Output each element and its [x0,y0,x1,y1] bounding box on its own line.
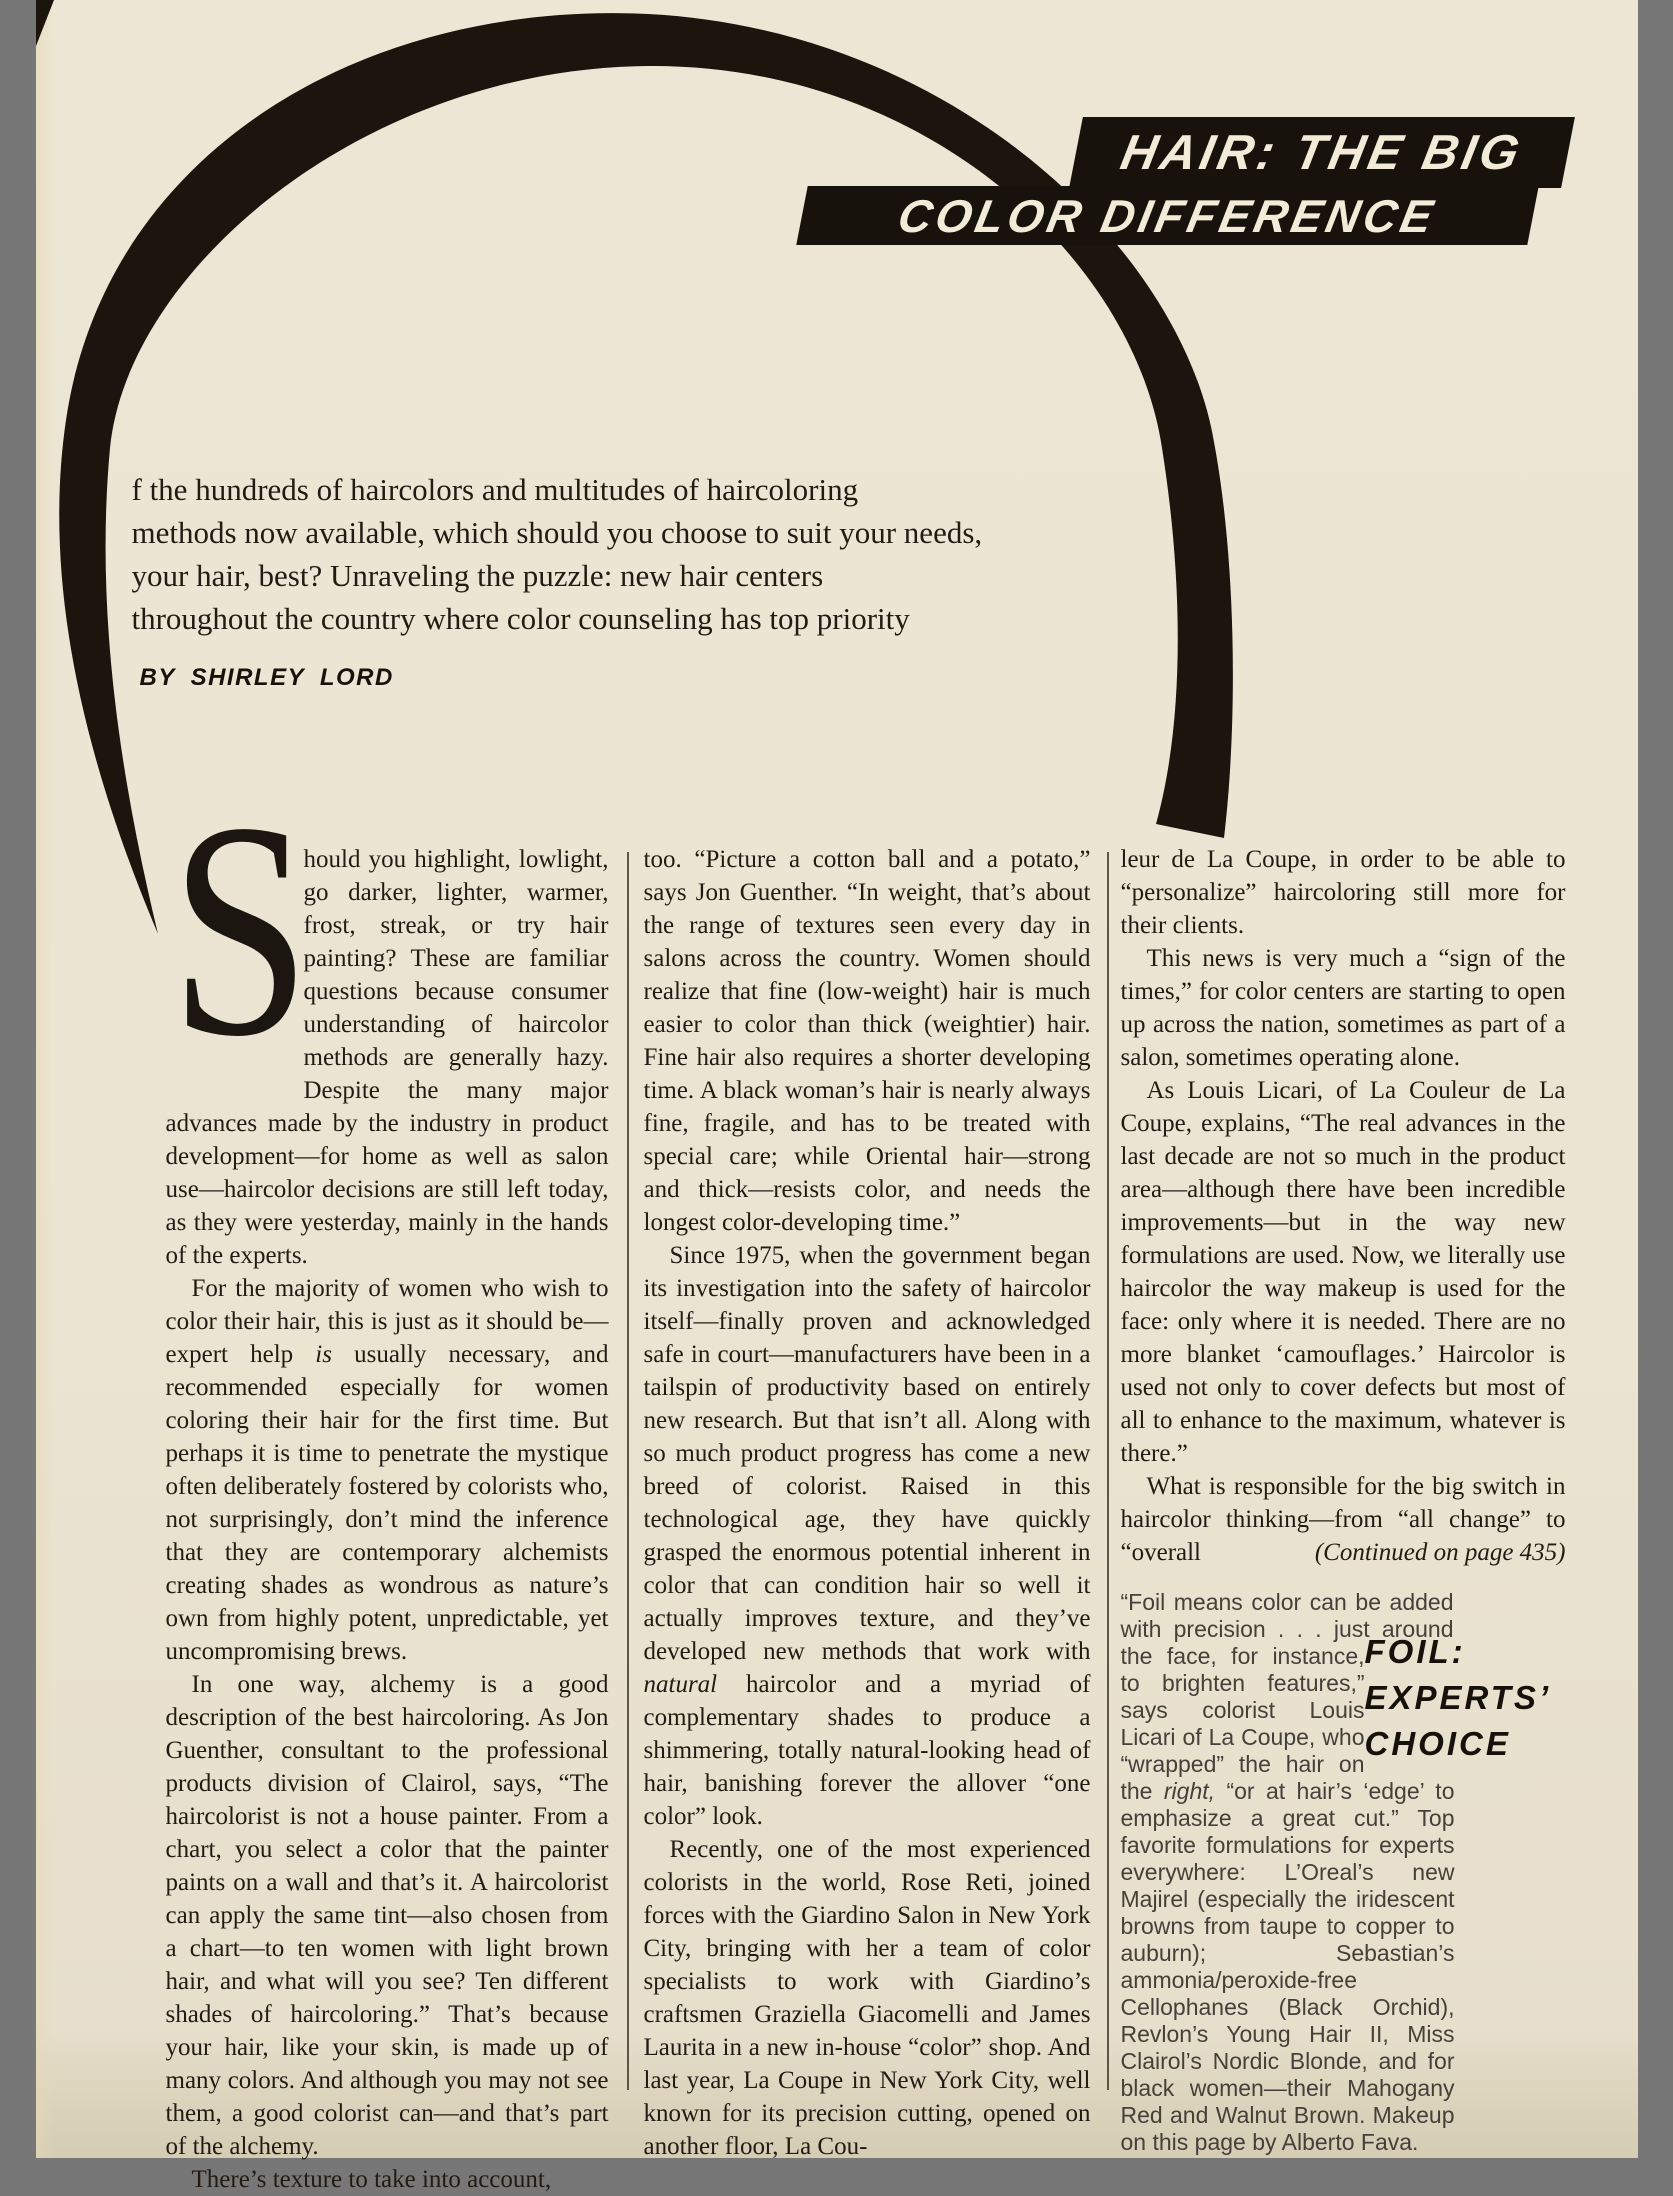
paragraph: What is responsible for the big switch in haircolor thinking—from “all change” to “overall (Continued on page 435) [1121,1470,1566,1569]
paragraph: too. “Picture a cotton ball and a potato,” says Jon Guenther. “In weight, that’s about the range of textures seen every day in salons across the country. Women should realize that fine (low-weight) hair is much easier to color than thick (weightier) hair. Fine hair also requires a shorter developing time. A black woman’s hair is nearly always fine, fragile, and has to be treated with special care; while Oriental hair—strong and thick—resists color, and needs the longest color-developing time.” [644,843,1091,1239]
column-rule [627,852,629,2090]
headline-banner-bottom [796,186,1538,245]
corner-mark [36,0,54,46]
paragraph: Recently, one of the most experienced colorists in the world, Rose Reti, joined forces with the Giardino Salon in New York City, bringing with her a team of color specialists to work with Giardino’s craftsmen Graziella Giacomelli and James Laurita in a new in-house “color” shop. And last year, La Coupe in New York City, well known for its precision cutting, opened on another floor, La Cou- [644,1833,1091,2163]
foil-experts-choice-heading: FOIL: EXPERTS’ CHOICE [1365,1629,1673,1767]
column-rule [1107,852,1109,2090]
intro-line: methods now available, which should you choose to suit your needs, [132,511,1212,554]
headline-line-2: COLOR DIFFERENCE [893,189,1440,243]
intro-line: throughout the country where color counseling has top priority [132,597,1212,640]
body-column-3 [1121,843,1566,2156]
caption-text-italic: right, [1164,1778,1215,1804]
intro-line: your hair, best? Unraveling the puzzle: new hair centers [132,554,1212,597]
magazine-page [36,0,1638,2158]
intro-line: f the hundreds of haircolors and multitudes of haircoloring [132,468,1212,511]
dropcap-spacer [166,843,304,1075]
body-column-1 [166,843,609,2196]
byline: BY SHIRLEY LORD [140,664,394,692]
photo-caption [1121,1589,1455,2156]
paragraph: Since 1975, when the government began its investigation into the safety of haircolor itself—finally proven and acknowledged safe in court—manufacturers have been in a tailspin of productivity based on entirely new research. But that isn’t all. Along with so much product progress has come a new breed of colorist. Raised in this technological age, they have quickly grasped the enormous potential inherent in color that can condition hair so well it actually improves texture, and they’ve developed new methods that work with natural haircolor and a myriad of complementary shades to produce a shimmering, totally natural-looking head of hair, banishing forever the allover “one color” look. [644,1239,1091,1833]
paragraph: There’s texture to take into account, [166,2163,609,2196]
headline-banner-top [1069,117,1575,188]
continued-note: (Continued on page 435) [1289,1536,1566,1569]
caption-text: “or at hair’s ‘edge’ to emphasize a great cut.” Top favorite formulations for experts everywhere: L’Oreal’s new Majirel (especially the iridescent browns from taupe to copper to auburn); Sebastian’s ammonia/peroxide-free Cellophanes (Black Orchid), Revlon’s Young Hair II, Miss Clairol’s Nordic Blonde, and for black women—their Mahogany Red and Walnut Brown. Makeup on this page by Alberto Fava. [1121,1778,1455,2155]
paragraph: As Louis Licari, of La Couleur de La Coupe, explains, “The real advances in the last decade are not so much in the product area—although there have been incredible improvements—but in the way new formulations are used. Now, we literally use haircolor the way makeup is used for the face: only where it is needed. There are no more blanket ‘camouflages.’ Haircolor is used not only to cover defects but most of all to enhance to the maximum, whatever is there.” [1121,1074,1566,1470]
paragraph: leur de La Coupe, in order to be able to “personalize” haircoloring still more for their clients. [1121,843,1566,942]
dropcap-letter: S [170,776,310,1084]
headline-line-1: HAIR: THE BIG [1116,125,1527,181]
paragraph: In one way, alchemy is a good description of the best haircoloring. As Jon Guenther, consultant to the professional products division of Clairol, says, “The haircolorist is not a house painter. From a chart, you select a color that the painter paints on a wall and that’s it. A haircolorist can apply the same tint—also chosen from a chart—to ten women with light brown hair, and what will you see? Ten different shades of haircoloring.” That’s because your hair, like your skin, is made up of many colors. And although you may not see them, a good colorist can—and that’s part of the alchemy. [166,1668,609,2163]
paragraph: For the majority of women who wish to color their hair, this is just as it should be—expert help is usually necessary, and recommended especially for women coloring their hair for the first time. But perhaps it is time to penetrate the mystique often deliberately fostered by colorists who, not surprisingly, don’t mind the inference that they are contemporary alchemists creating shades as wondrous as nature’s own from highly potent, unpredictable, yet uncompromising brews. [166,1272,609,1668]
caption-text: “Foil means color can be added with precision . . . just around the face, for instance, to brighten features,” says colorist Louis Licari of La Coupe, who “wrapped” the hair on the [1121,1589,1454,1804]
body-column-2 [644,843,1091,2163]
intro-deck [132,468,1212,640]
paragraph: hould you highlight, lowlight, go darker, lighter, warmer, frost, streak, or try hair painting? These are familiar questions because consumer understanding of haircolor methods are generally hazy. Despite the many major advances made by the industry in product development—for home as well as salon use—haircolor decisions are still left today, as they were yesterday, mainly in the hands of the experts. [166,843,609,1272]
paragraph: This news is very much a “sign of the times,” for color centers are starting to open up across the nation, sometimes as part of a salon, sometimes operating alone. [1121,942,1566,1074]
